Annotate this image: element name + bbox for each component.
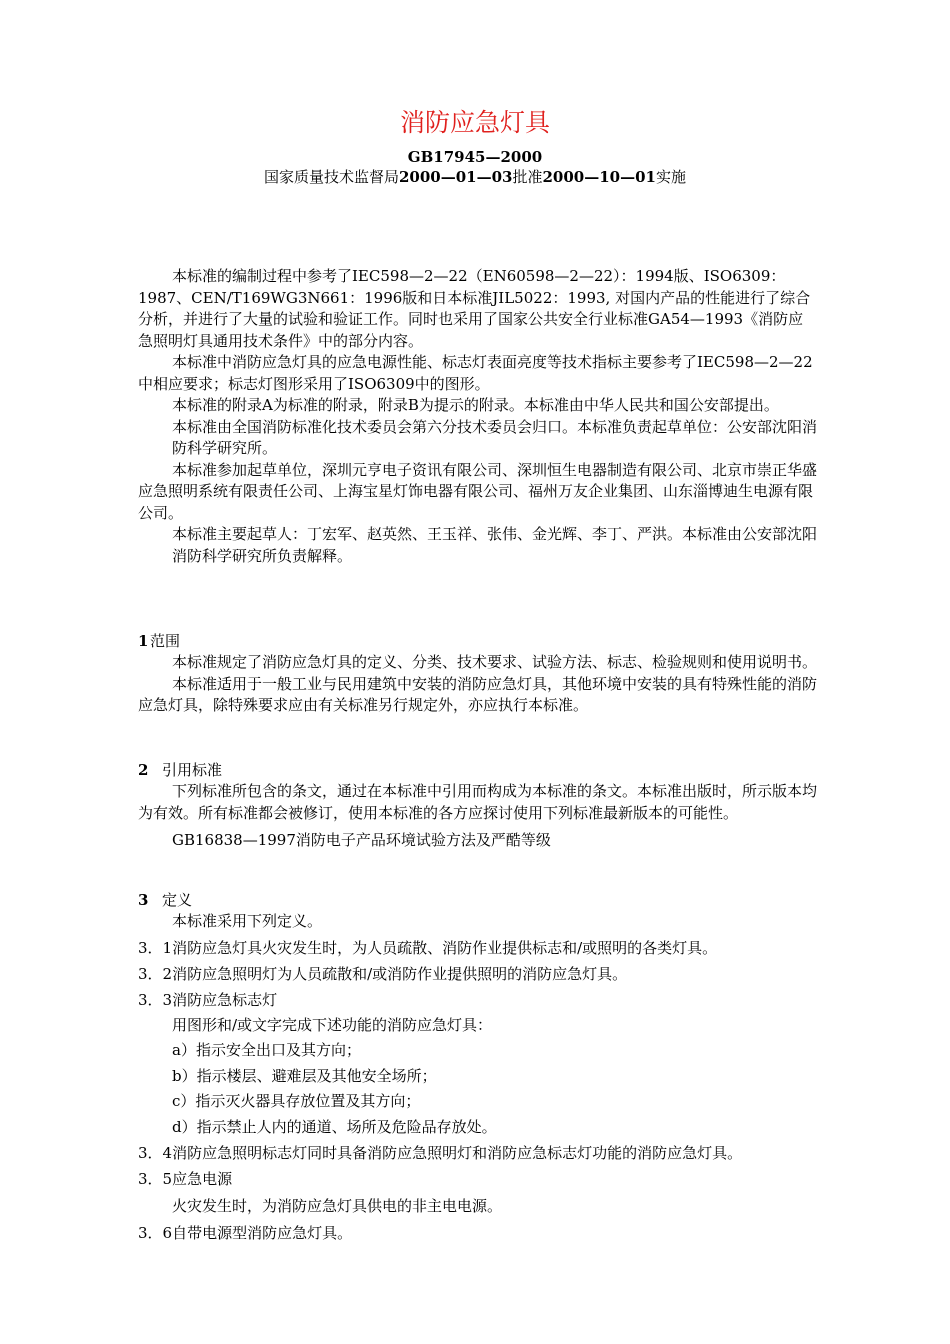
approval-prefix: 国家质量技术监督局: [263, 168, 399, 186]
definition-3-2: 3．2消防应急照明灯为人员疏散和/或消防作业提供照明的消防应急灯具。: [138, 964, 628, 983]
definition-3-3: 3．3消防应急标志灯: [138, 990, 278, 1009]
section-number: 3: [138, 891, 149, 909]
definition-list-item: c）指示灭火器具存放位置及其方向；: [172, 1092, 421, 1110]
foreword-paragraph: 本标准的编制过程中参考了IEC598—2—22（EN60598—2—22）：1994版、ISO6309：1987、CEN/T169WG3N661：1996版和日本标准JIL5022：1993, 对国内产品的性能进行了综合分析，并进行了大量的试验和验证工作。同时也采用了国家公共安全行业标准GA54—1993《消防应急照明灯具通用技术条件》中的部分内容。: [138, 267, 811, 350]
definition-3-6: 3．6自带电源型消防应急灯具。: [138, 1223, 353, 1242]
approval-mid: 批准: [512, 168, 543, 186]
foreword-paragraph: 本标准由全国消防标准化技术委员会第六分技术委员会归口。本标准负责起草单位：公安部沈阳消防科学研究所。: [172, 417, 818, 457]
section-paragraph: 本标准规定了消防应急灯具的定义、分类、技术要求、试验方法、标志、检验规则和使用说明书。: [172, 653, 818, 671]
section-title: 定义: [162, 891, 193, 909]
foreword-paragraph: 本标准参加起草单位，深圳元亨电子资讯有限公司、深圳恒生电器制造有限公司、北京市崇正华盛应急照明系统有限责任公司、上海宝星灯饰电器有限公司、福州万友企业集团、山东淄博迪生电源有限公司。: [138, 460, 818, 522]
foreword: [138, 266, 818, 567]
standard-code: GB17945—2000: [407, 148, 543, 166]
section-title: 引用标准: [162, 761, 223, 779]
approve-date: 2000—01—03: [398, 168, 513, 186]
section-scope: [138, 630, 818, 717]
definition-3-3-desc: 用图形和/或文字完成下述功能的消防应急灯具：: [172, 1015, 493, 1034]
definition-list-item: a）指示安全出口及其方向；: [172, 1041, 361, 1059]
referenced-standard: GB16838—1997消防电子产品环境试验方法及严酷等级: [172, 831, 551, 849]
foreword-paragraph: 本标准主要起草人：丁宏军、赵英然、王玉祥、张伟、金光辉、李丁、严洪。本标准由公安部沈阳消防科学研究所负责解释。: [172, 525, 818, 565]
foreword-paragraph: 本标准中消防应急灯具的应急电源性能、标志灯表面亮度等技术指标主要参考了IEC598—2—22中相应要求；标志灯图形采用了ISO6309中的图形。: [138, 353, 813, 393]
section-definitions: [138, 889, 818, 1244]
definition-list-item: d）指示禁止人内的通道、场所及危险品存放处。: [172, 1117, 497, 1136]
definition-3-5-desc: 火灾发生时，为消防应急灯具供电的非主电电源。: [172, 1197, 503, 1215]
definition-3-5: 3．5应急电源: [138, 1170, 233, 1188]
section-paragraph: 本标准适用于一般工业与民用建筑中安装的消防应急灯具，其他环境中安装的具有特殊性能的消防应急灯具，除特殊要求应由有关标准另行规定外，亦应执行本标准。: [138, 674, 818, 714]
section-references: [138, 759, 818, 852]
document-title: 消防应急灯具: [399, 108, 550, 137]
section-number: 2: [138, 761, 149, 779]
section-heading: [138, 759, 818, 781]
section-heading: [138, 889, 818, 911]
section-heading: [138, 630, 818, 652]
section-intro: 本标准采用下列定义。: [172, 912, 323, 930]
approval-suffix: 实施: [656, 168, 687, 186]
definition-list-item: b）指示楼层、避难层及其他安全场所；: [172, 1066, 437, 1085]
section-number: 1: [138, 632, 149, 650]
section-paragraph: 下列标准所包含的条文，通过在本标准中引用而构成为本标准的条文。本标准出版时，所示版本均为有效。所有标准都会被修订，使用本标准的各方应探讨使用下列标准最新版本的可能性。: [138, 782, 818, 822]
foreword-paragraph: 本标准的附录A为标准的附录，附录B为提示的附录。本标准由中华人民共和国公安部提出。: [172, 396, 779, 414]
definition-3-1: 3．1消防应急灯具火灾发生时，为人员疏散、消防作业提供标志和/或照明的各类灯具。: [138, 938, 718, 957]
implement-date: 2000—10—01: [542, 168, 656, 186]
section-title: 范围: [150, 632, 181, 650]
approval-line: [0, 166, 950, 188]
definition-3-4: 3．4消防应急照明标志灯同时具备消防应急照明灯和消防应急标志灯功能的消防应急灯具。: [138, 1144, 743, 1162]
